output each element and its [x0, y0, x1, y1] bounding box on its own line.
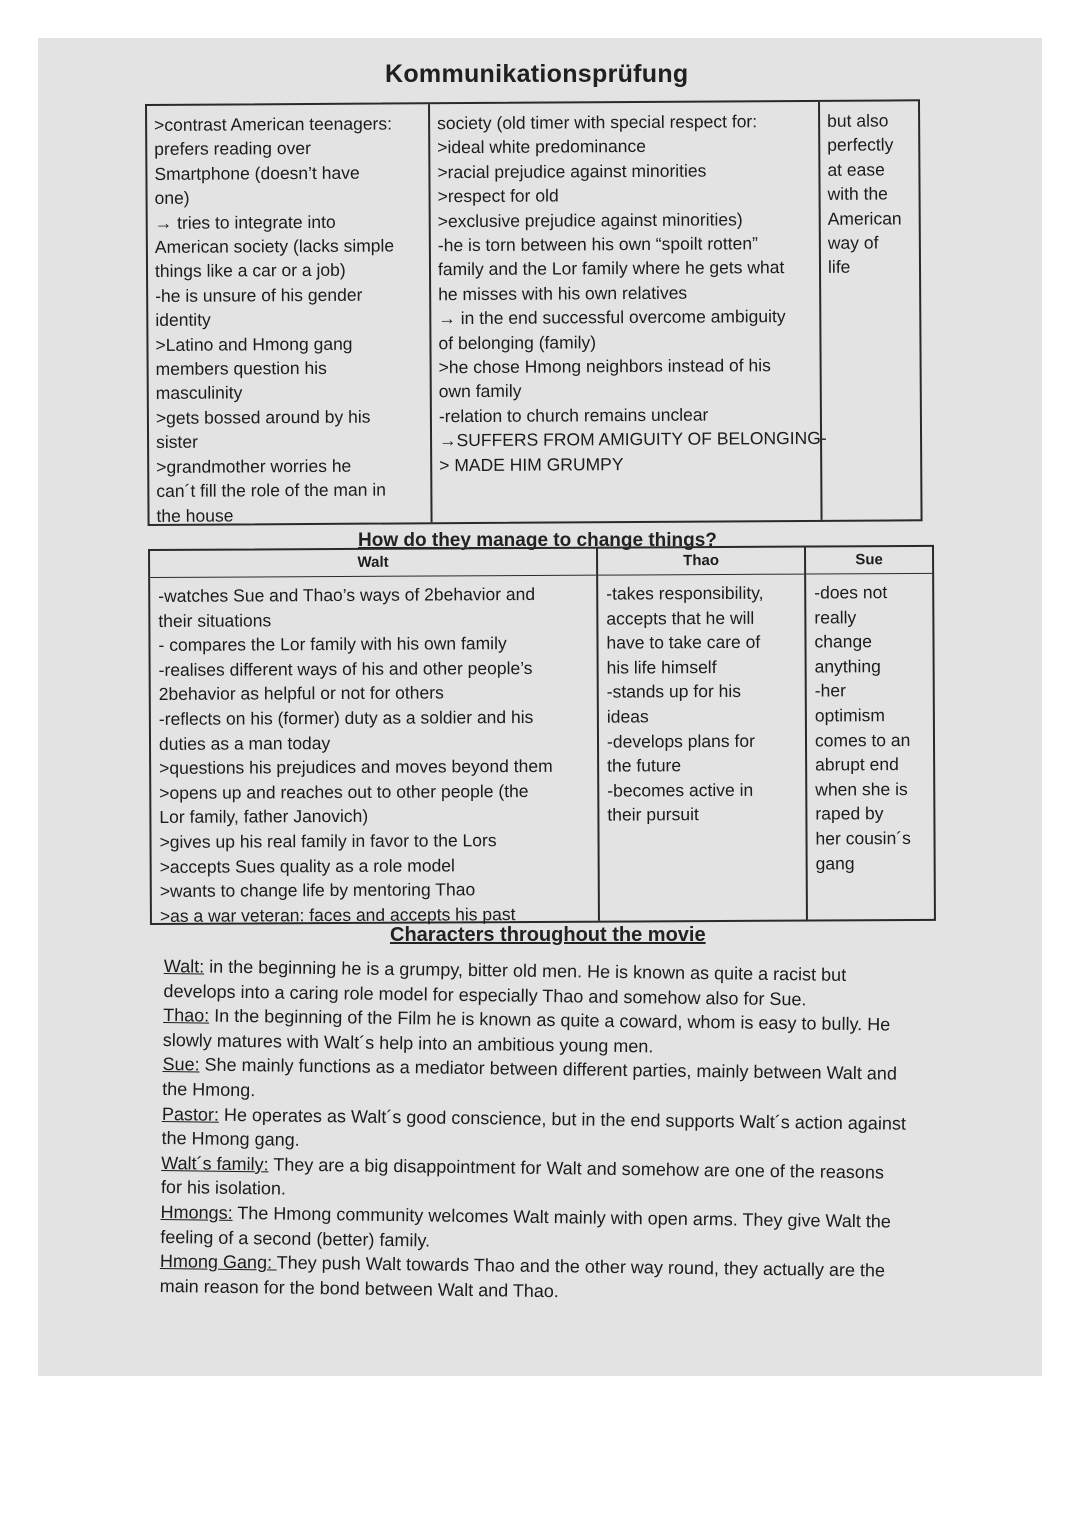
characters-section-heading: Characters throughout the movie	[390, 924, 706, 946]
character-descriptions	[159, 954, 963, 1309]
text-line: anything	[814, 655, 881, 677]
text-line: -develops plans for	[606, 730, 755, 752]
text-line: identity	[155, 309, 211, 331]
text-line: -relation to church remains unclear	[438, 404, 709, 427]
text-line: > MADE HIM GRUMPY	[439, 453, 624, 475]
text-line: change	[814, 631, 872, 652]
walt-cell	[150, 576, 598, 935]
character-label: Walt:	[163, 955, 205, 977]
text-line: family and the Lor family where he gets what	[437, 257, 785, 280]
text-line: >as a war veteran: faces and accepts his past	[159, 903, 516, 926]
text-line: accepts that he will	[606, 607, 755, 629]
sue-column	[806, 547, 934, 920]
text-line: -becomes active in	[607, 779, 754, 801]
text-line: >grandmother worries he	[156, 455, 352, 477]
text-line: things like a car or a job)	[154, 260, 346, 282]
text-line: - compares the Lor family with his own family	[158, 633, 507, 656]
text-line: comes to an	[814, 729, 911, 751]
text-line: →SUFFERS FROM AMIGUITY OF BELONGING-	[438, 428, 827, 451]
text-line: -her	[814, 680, 846, 701]
table1-column-3	[820, 101, 921, 520]
text-line: have to take care of	[606, 631, 761, 653]
text-line: -realises different ways of his and other people’s	[158, 657, 533, 680]
text-line: own family	[438, 381, 522, 402]
change-table	[148, 545, 936, 925]
text-line: life	[827, 257, 851, 278]
text-line: her cousin´s	[815, 827, 911, 849]
text-line: -takes responsibility,	[606, 582, 764, 604]
text-line: >racial prejudice against minorities	[437, 160, 707, 183]
text-line: >questions his prejudices and moves beyond them	[159, 756, 553, 779]
text-line: members question his	[155, 357, 327, 380]
text-line: their situations	[158, 609, 272, 631]
text-line: American society (lacks simple	[154, 235, 395, 257]
text-line: -stands up for his	[606, 681, 742, 702]
text-line: >ideal white predominance	[437, 136, 647, 158]
table1-column-1	[147, 104, 433, 524]
text-line: the house	[156, 504, 234, 526]
text-line: with the	[827, 183, 888, 205]
text-line: American	[827, 208, 902, 229]
character-text: She mainly functions as a mediator between different parties, mainly between Walt and	[199, 1054, 898, 1084]
table1-column-2	[430, 102, 827, 522]
text-line: abrupt end	[815, 754, 899, 775]
text-line: society (old timer with special respect for:	[437, 111, 758, 134]
page-title: Kommunikationsprüfung	[385, 60, 689, 88]
character-label: Walt´s family:	[161, 1152, 269, 1175]
walt-header: Walt	[150, 549, 596, 578]
text-line: >accepts Sues quality as a role model	[159, 854, 455, 877]
text-line: the future	[607, 755, 682, 776]
text-line: >he chose Hmong neighbors instead of his	[438, 355, 771, 378]
character-text: The Hmong community welcomes Walt mainly with open arms. They give Walt the	[232, 1202, 891, 1232]
text-line: >Latino and Hmong gang	[155, 333, 353, 355]
text-line: his life himself	[606, 656, 717, 678]
text-line: 2behavior as helpful or not for others	[158, 682, 444, 705]
sue-header: Sue	[806, 547, 932, 575]
character-label: Pastor:	[161, 1103, 220, 1125]
text-line: >contrast American teenagers:	[154, 113, 393, 135]
text-line: masculinity	[155, 382, 243, 404]
text-line: when she is	[815, 778, 908, 800]
text-line: → tries to integrate into	[154, 211, 336, 233]
character-text: main reason for the bond between Walt and Thao.	[159, 1275, 560, 1301]
text-line: prefers reading over	[154, 138, 311, 160]
text-line: Lor family, father Janovich)	[159, 806, 369, 828]
text-line: >wants to change life by mentoring Thao	[159, 879, 476, 902]
character-text: They push Walt towards Thao and the other way round, they actually are the	[276, 1252, 886, 1281]
text-line: sister	[156, 431, 198, 453]
text-line: -reflects on his (former) duty as a soldier and his	[158, 706, 534, 729]
text-line: raped by	[815, 803, 884, 824]
text-line: really	[814, 606, 857, 628]
text-line: optimism	[814, 705, 885, 726]
text-line: >respect for old	[437, 185, 559, 207]
text-line: -watches Sue and Thao’s ways of 2behavior and	[158, 583, 536, 606]
text-line: gang	[815, 852, 855, 874]
text-line: >opens up and reaches out to other people (the	[159, 780, 529, 803]
character-text: develops into a caring role model for especially Thao and somehow also for Sue.	[163, 980, 807, 1010]
text-line: at ease	[827, 159, 885, 180]
text-line: but also	[827, 110, 889, 131]
text-line: their pursuit	[607, 804, 699, 825]
text-line: he misses with his own relatives	[438, 282, 688, 305]
character-label: Sue:	[162, 1054, 200, 1075]
walt-column	[150, 549, 600, 926]
character-label: Hmong Gang:	[159, 1251, 277, 1273]
text-line: duties as a man today	[158, 732, 331, 754]
sue-cell	[806, 574, 934, 882]
character-text: slowly matures with Walt´s help into an ambitious young men.	[162, 1029, 654, 1057]
text-line: Smartphone (doesn’t have	[154, 162, 360, 184]
text-line: >gives up his real family in favor to the Lors	[159, 830, 497, 852]
text-line: of belonging (family)	[438, 331, 597, 353]
change-section-heading: How do they manage to change things?	[358, 530, 717, 551]
text-line: -he is torn between his own “spoilt rotten”	[437, 233, 758, 256]
text-line: perfectly	[827, 134, 894, 156]
character-text: the Hmong.	[162, 1078, 256, 1101]
character-entry	[159, 1249, 960, 1309]
character-text: in the beginning he is a grumpy, bitter old men. He is known as quite a racist but	[204, 956, 847, 985]
character-label: Hmongs:	[160, 1201, 233, 1223]
thao-header: Thao	[598, 548, 804, 576]
text-line: >gets bossed around by his	[155, 406, 371, 428]
character-label: Thao:	[163, 1005, 210, 1026]
text-line: → in the end successful overcome ambiguity	[438, 306, 786, 329]
text-line: can´t fill the role of the man in	[156, 479, 386, 502]
character-text: feeling of a second (better) family.	[160, 1226, 431, 1251]
character-text: He operates as Walt´s good conscience, but in the end supports Walt´s action against	[218, 1104, 907, 1134]
character-text: for his isolation.	[160, 1177, 287, 1199]
character-text: They are a big disappointment for Walt and somehow are one of the reasons	[268, 1154, 885, 1183]
text-line: ideas	[606, 706, 649, 727]
thao-cell	[598, 575, 805, 834]
character-text: the Hmong gang.	[161, 1128, 300, 1150]
character-table	[145, 99, 923, 526]
text-line: >exclusive prejudice against minorities)	[437, 208, 743, 231]
character-text: In the beginning of the Film he is known as quite a coward, whom is easy to bully. He	[209, 1005, 891, 1035]
thao-column	[598, 548, 808, 921]
text-line: -does not	[814, 582, 888, 603]
text-line: one)	[154, 187, 190, 209]
text-line: way of	[827, 232, 879, 253]
text-line: -he is unsure of his gender	[155, 284, 363, 306]
